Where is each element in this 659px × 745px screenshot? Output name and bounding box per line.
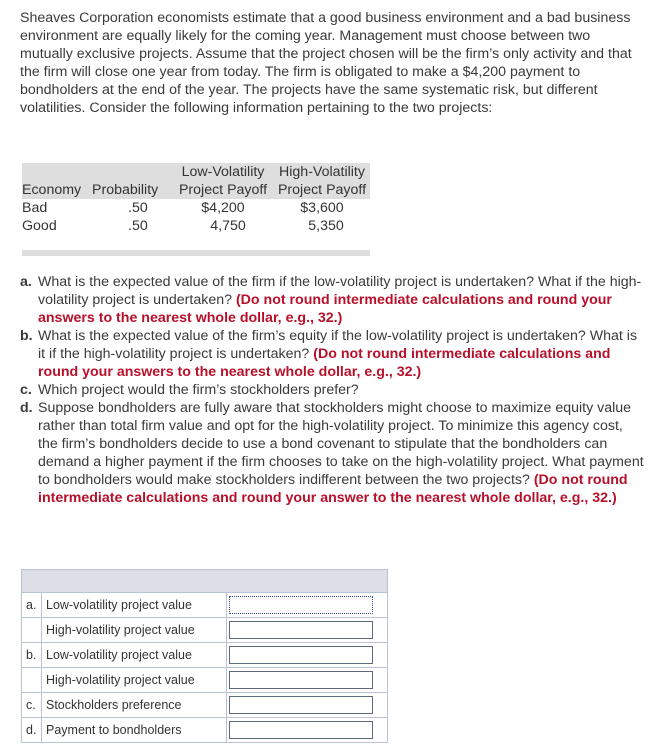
header-economy: Economy — [22, 182, 82, 198]
economy-cell: Good — [22, 218, 57, 234]
table-row: c. Stockholders preference — [22, 693, 388, 718]
problem-intro: Sheaves Corporation economists estimate that a good business environment and a bad business environment are equally likely for the coming year. Management must choose between two mutually exclusive projects. Assume that the project chosen will be the firm’s only activity and that the firm will close one year from today. The firm is obligated to make a $4,200 payment to bondholders at the end of the year. The projects have the same systematic risk, but different volatilities. Consider the following information pertaining to the two projects: — [20, 10, 632, 116]
probability-cell: .50 — [128, 218, 148, 234]
high-volatility-equity-value-input[interactable] — [229, 671, 373, 689]
probability-cell: .50 — [128, 200, 148, 216]
economy-cell: Bad — [22, 200, 48, 216]
table-row — [22, 199, 370, 217]
row-label: Payment to bondholders — [42, 718, 227, 743]
table-row — [22, 668, 388, 693]
high-payoff-cell: $3,600 — [300, 200, 344, 216]
header-high-payoff: Project Payoff — [277, 182, 367, 198]
low-volatility-equity-value-input[interactable] — [229, 646, 373, 664]
header-low-volatility: Low-Volatility — [181, 164, 265, 180]
low-volatility-firm-value-input[interactable] — [229, 596, 373, 614]
table-row — [22, 217, 370, 235]
question-list — [20, 273, 645, 507]
table-row: a. Low-volatility project value — [22, 593, 388, 618]
high-volatility-firm-value-input[interactable] — [229, 621, 373, 639]
high-payoff-cell: 5,350 — [308, 218, 344, 234]
answer-table-header — [22, 570, 388, 593]
table-bottom-rule — [22, 250, 370, 256]
answer-table — [21, 569, 388, 743]
table-row: b. Low-volatility project value — [22, 643, 388, 668]
row-label: Low-volatility project value — [42, 643, 227, 668]
low-payoff-cell: $4,200 — [201, 200, 245, 216]
table-row: d. Payment to bondholders — [22, 718, 388, 743]
stockholders-preference-input[interactable] — [229, 696, 373, 714]
payoff-table-header — [22, 163, 370, 199]
low-payoff-cell: 4,750 — [210, 218, 246, 234]
header-probability: Probability — [92, 182, 159, 198]
table-row — [22, 618, 388, 643]
header-high-volatility: High-Volatility — [279, 164, 365, 180]
bondholder-payment-input[interactable] — [229, 721, 373, 739]
row-label: High-volatility project value — [42, 668, 227, 693]
question-a: a. What is the expected value of the firm if the low-volatility project is undertaken? What if the high-volatility project is undertaken? (Do not round intermediate calculations and round your answers to the nearest whole dollar, e.g., 32.) — [20, 274, 642, 326]
payoff-table — [22, 163, 370, 256]
row-label: Low-volatility project value — [42, 593, 227, 618]
question-d: d. Suppose bondholders are fully aware that stockholders might choose to maximize equity value rather than total firm value and opt for the high-volatility project. To minimize this agency cost, the firm’s bondholders decide to use a bond covenant to stipulate that the bondholders can demand a higher payment if the firm chooses to take on the high-volatility project. What payment to bondholders would make stockholders indifferent between the two projects? (Do not round intermediate calculations and round your answer to the nearest whole dollar, e.g., 32.) — [20, 400, 644, 506]
row-label: High-volatility project value — [42, 618, 227, 643]
question-c: c. Which project would the firm’s stockholders prefer? — [20, 382, 359, 398]
question-b: b. What is the expected value of the firm’s equity if the low-volatility project is undertaken? What is it if the high-volatility project is undertaken? (Do not round intermediate calculations and round your answers to the nearest whole dollar, e.g., 32.) — [20, 328, 638, 380]
row-label: Stockholders preference — [42, 693, 227, 718]
header-low-payoff: Project Payoff — [178, 182, 268, 198]
